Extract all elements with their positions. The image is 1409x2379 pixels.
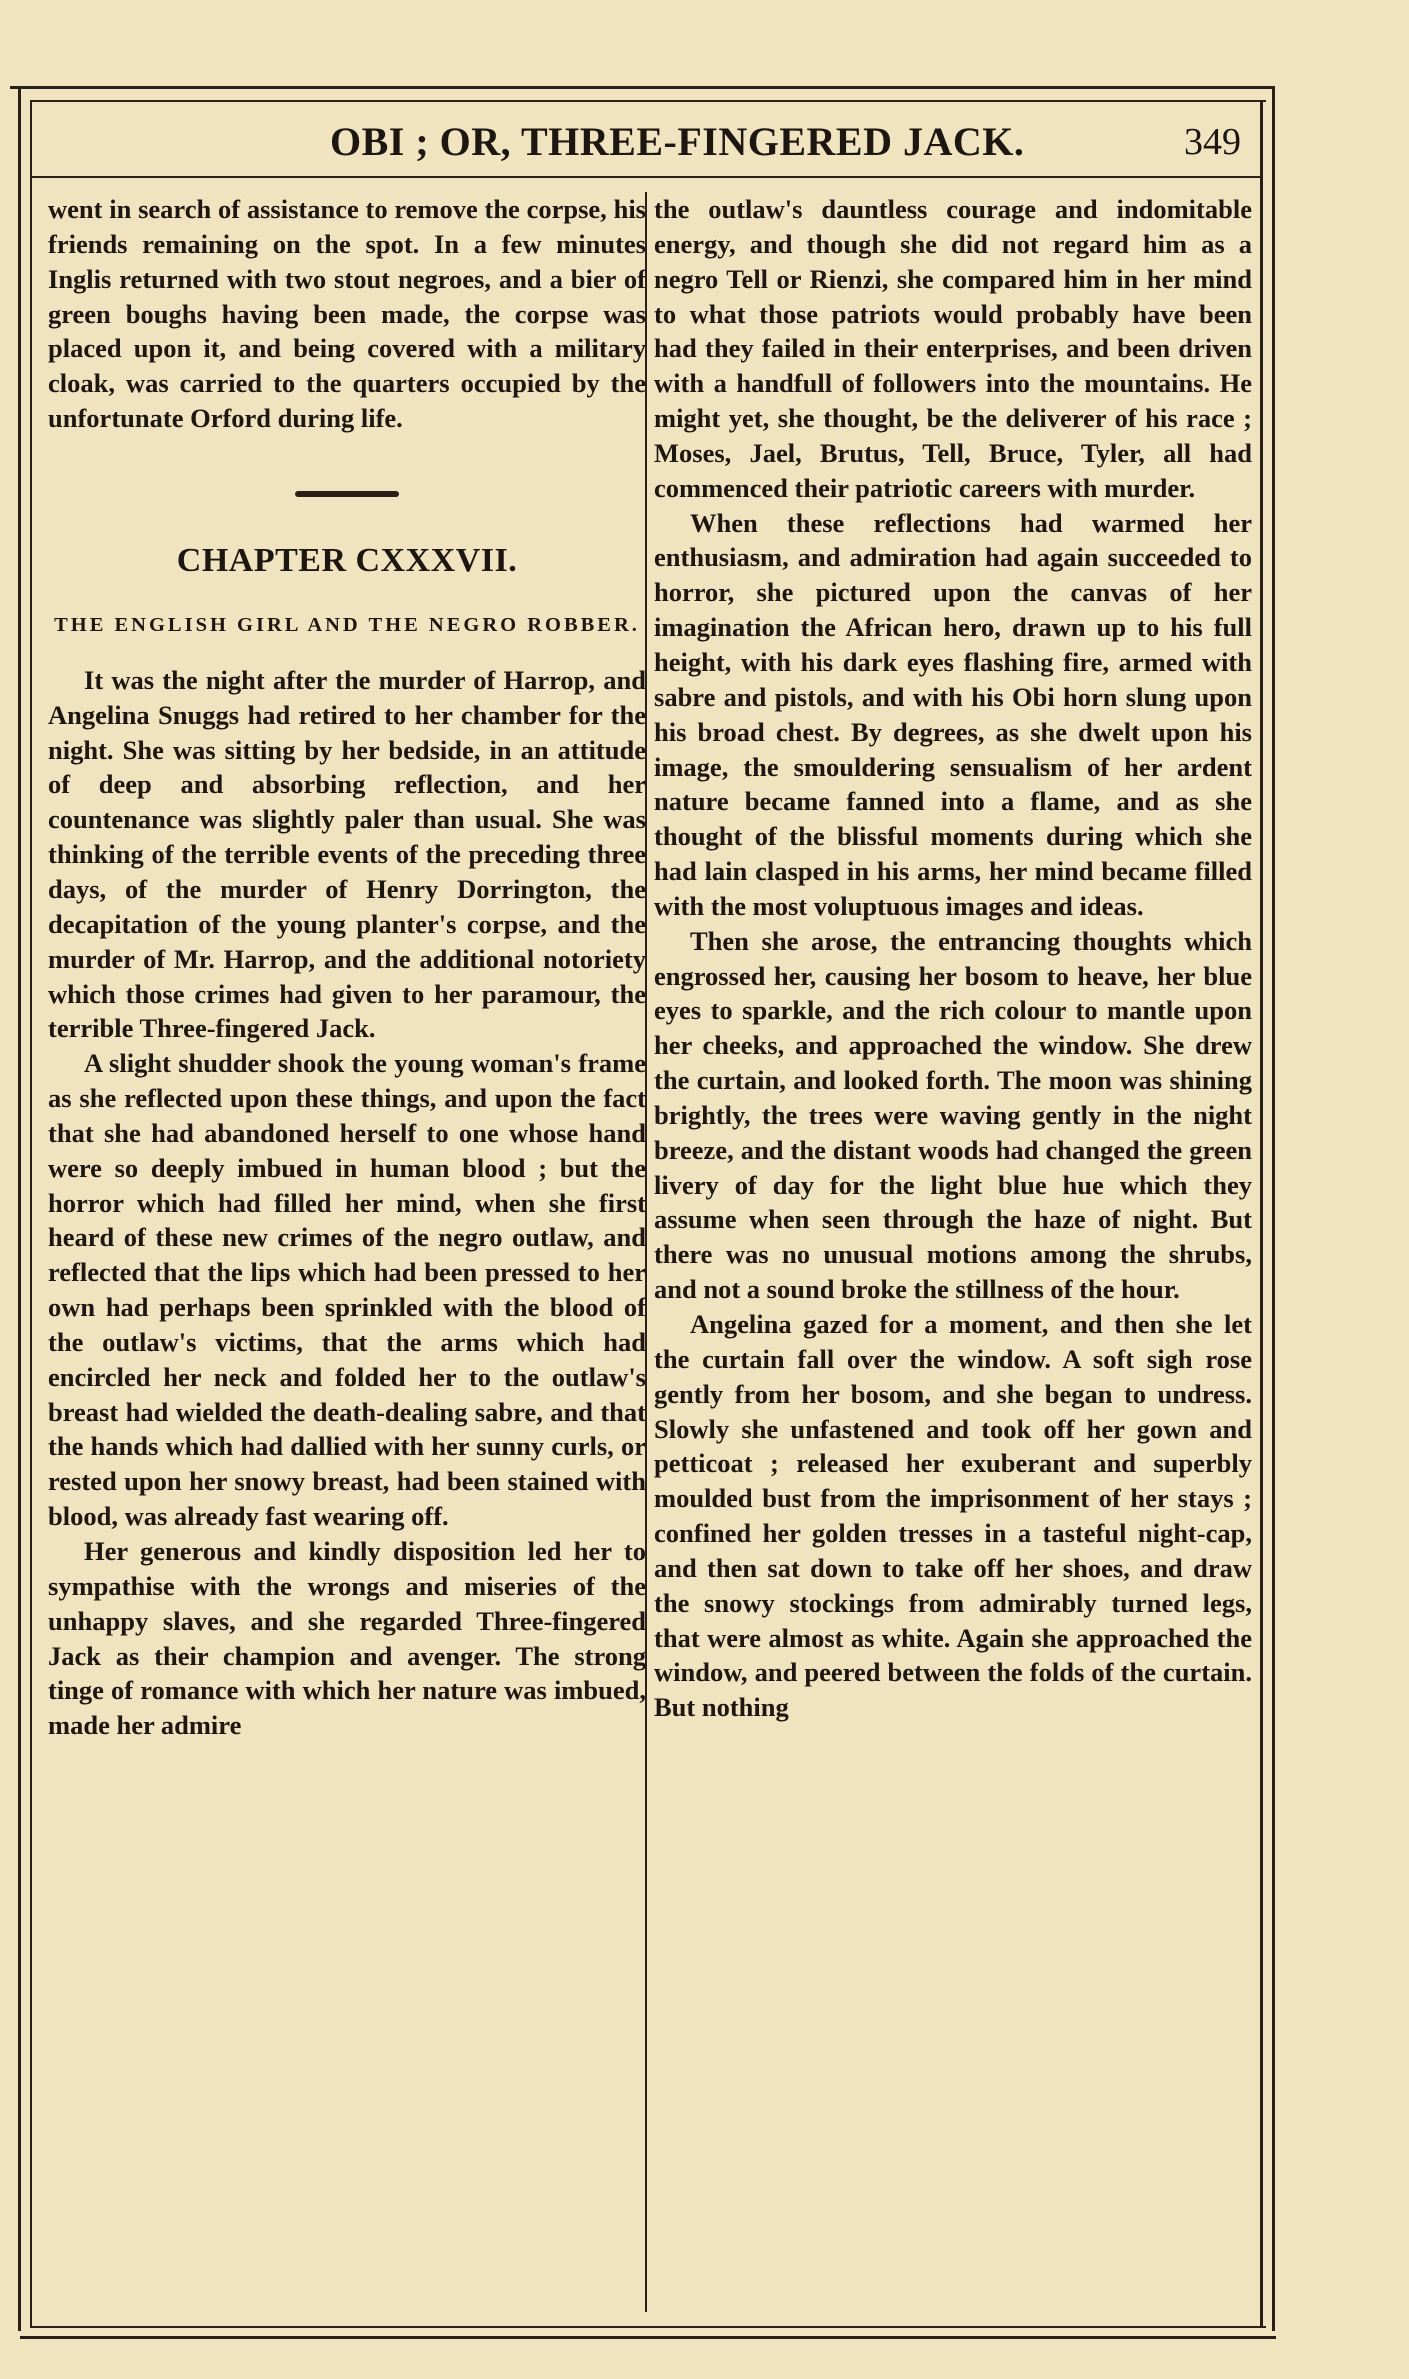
right-paragraph-3: Then she arose, the entrancing thoughts which engrossed her, causing her bosom to heave, her blue eyes to sparkle, and the rich colour to mantle upon her cheeks, and approached the window. She drew the curtain, and looked forth. The moon was shining brightly, the trees were waving gently in the night breeze, and the distant woods had changed the green livery of day for the light blue hue which they assume when seen through the haze of night. But there was no unusual motions among the shrubs, and not a sound broke the stillness of the hour.: [654, 925, 1252, 1305]
left-paragraph-4: Her generous and kindly disposition led her to sympathise with the wrongs and miseries of the unhappy slaves, and she regarded Three-fingered Jack as their champion and avenger. The strong tinge of romance with which her nature was imbued, made her admire: [48, 1536, 646, 1741]
frame-right-rule: [1260, 100, 1263, 2326]
right-paragraph-1: the outlaw's dauntless courage and indomitable energy, and though she did not regard him as a negro Tell or Rienzi, she compared him in her mind to what those patriots would probably have been had they failed in their enterprises, and been driven with a handfull of followers into the mountains. He might yet, she thought, be the deliverer of his race ; Moses, Jael, Brutus, Tell, Bruce, Tyler, all had commenced their patriotic careers with murder.: [654, 194, 1252, 503]
frame-top-rule: [10, 86, 1272, 89]
frame-bottom-outer-rule: [20, 2336, 1276, 2339]
right-column: [654, 192, 1252, 1725]
left-paragraph-3: A slight shudder shook the young woman's frame as she reflected upon these things, and upon the fact that she had abandoned herself to one whose hand were so deeply imbued in human blood ; but the horror which had filled her mind, when she first heard of these new crimes of the negro outlaw, and reflected that the lips which had been pressed to her own had perhaps been sprinkled with the blood of the outlaw's victims, that the arms which had encircled her neck and folded her to the outlaw's breast had wielded the death-dealing sabre, and that the hands which had dallied with her sunny curls, or rested upon her snowy breast, had been stained with blood, was already fast wearing off.: [48, 1048, 646, 1532]
right-paragraph-4: Angelina gazed for a moment, and then she let the curtain fall over the window. A soft sigh rose gently from her bosom, and she began to undress. Slowly she unfastened and took off her gown and petticoat ; released her exuberant and superbly moulded bust from the imprisonment of her stays ; confined her golden tresses in a tasteful night-cap, and then sat down to take off her shoes, and draw the snowy stockings from admirably turned legs, that were almost as white. Again she approached the window, and peered between the folds of the curtain. But nothing: [654, 1309, 1252, 1723]
running-title: OBI ; OR, THREE-FINGERED JACK.: [330, 119, 1025, 164]
header-rule: [32, 176, 1260, 178]
right-paragraph-2: When these reflections had warmed her enthusiasm, and admiration had again succeeded to horror, she pictured upon the canvas of her imagination the African hero, drawn up to his full height, with his dark eyes flashing fire, armed with sabre and pistols, and with his Obi horn slung upon his broad chest. By degrees, as she dwelt upon his image, the smouldering sensualism of her ardent nature became fanned into a flame, and as she thought of the blissful moments during which she had lain clasped in his arms, her mind became filled with the most voluptuous images and ideas.: [654, 507, 1252, 921]
chapter-heading: CHAPTER CXXXVII.: [176, 541, 518, 579]
frame-left-inner-rule: [30, 100, 32, 2326]
left-paragraph-2: It was the night after the murder of Harrop, and Angelina Snuggs had retired to her chamber for the night. She was sitting by her bedside, in an attitude of deep and absorbing reflection, and her countenance was slightly paler than usual. She was thinking of the terrible events of the preceding three days, of the murder of Henry Dorrington, the decapitation of the young planter's corpse, and the murder of Mr. Harrop, and the additional notoriety which those crimes had given to her paramour, the terrible Three-fingered Jack.: [48, 664, 646, 1044]
page-number: 349: [1184, 121, 1241, 163]
frame-left-rule: [18, 86, 21, 2331]
frame-top-inner-rule: [30, 100, 1266, 102]
left-column: [48, 192, 646, 1743]
left-paragraph-1: went in search of assistance to remove the corpse, his friends remaining on the spot. In a few minutes Inglis returned with two stout negroes, and a bier of green boughs having been made, the corpse was placed upon it, and being covered with a military cloak, was carried to the quarters occupied by the unfortunate Orford during life.: [48, 194, 646, 434]
frame-bottom-rule: [30, 2326, 1266, 2328]
section-divider: [295, 491, 399, 497]
chapter-subtitle: THE ENGLISH GIRL AND THE NEGRO ROBBER.: [54, 613, 640, 636]
frame-right-outer-rule: [1272, 86, 1275, 2331]
page-header: [40, 112, 1240, 172]
